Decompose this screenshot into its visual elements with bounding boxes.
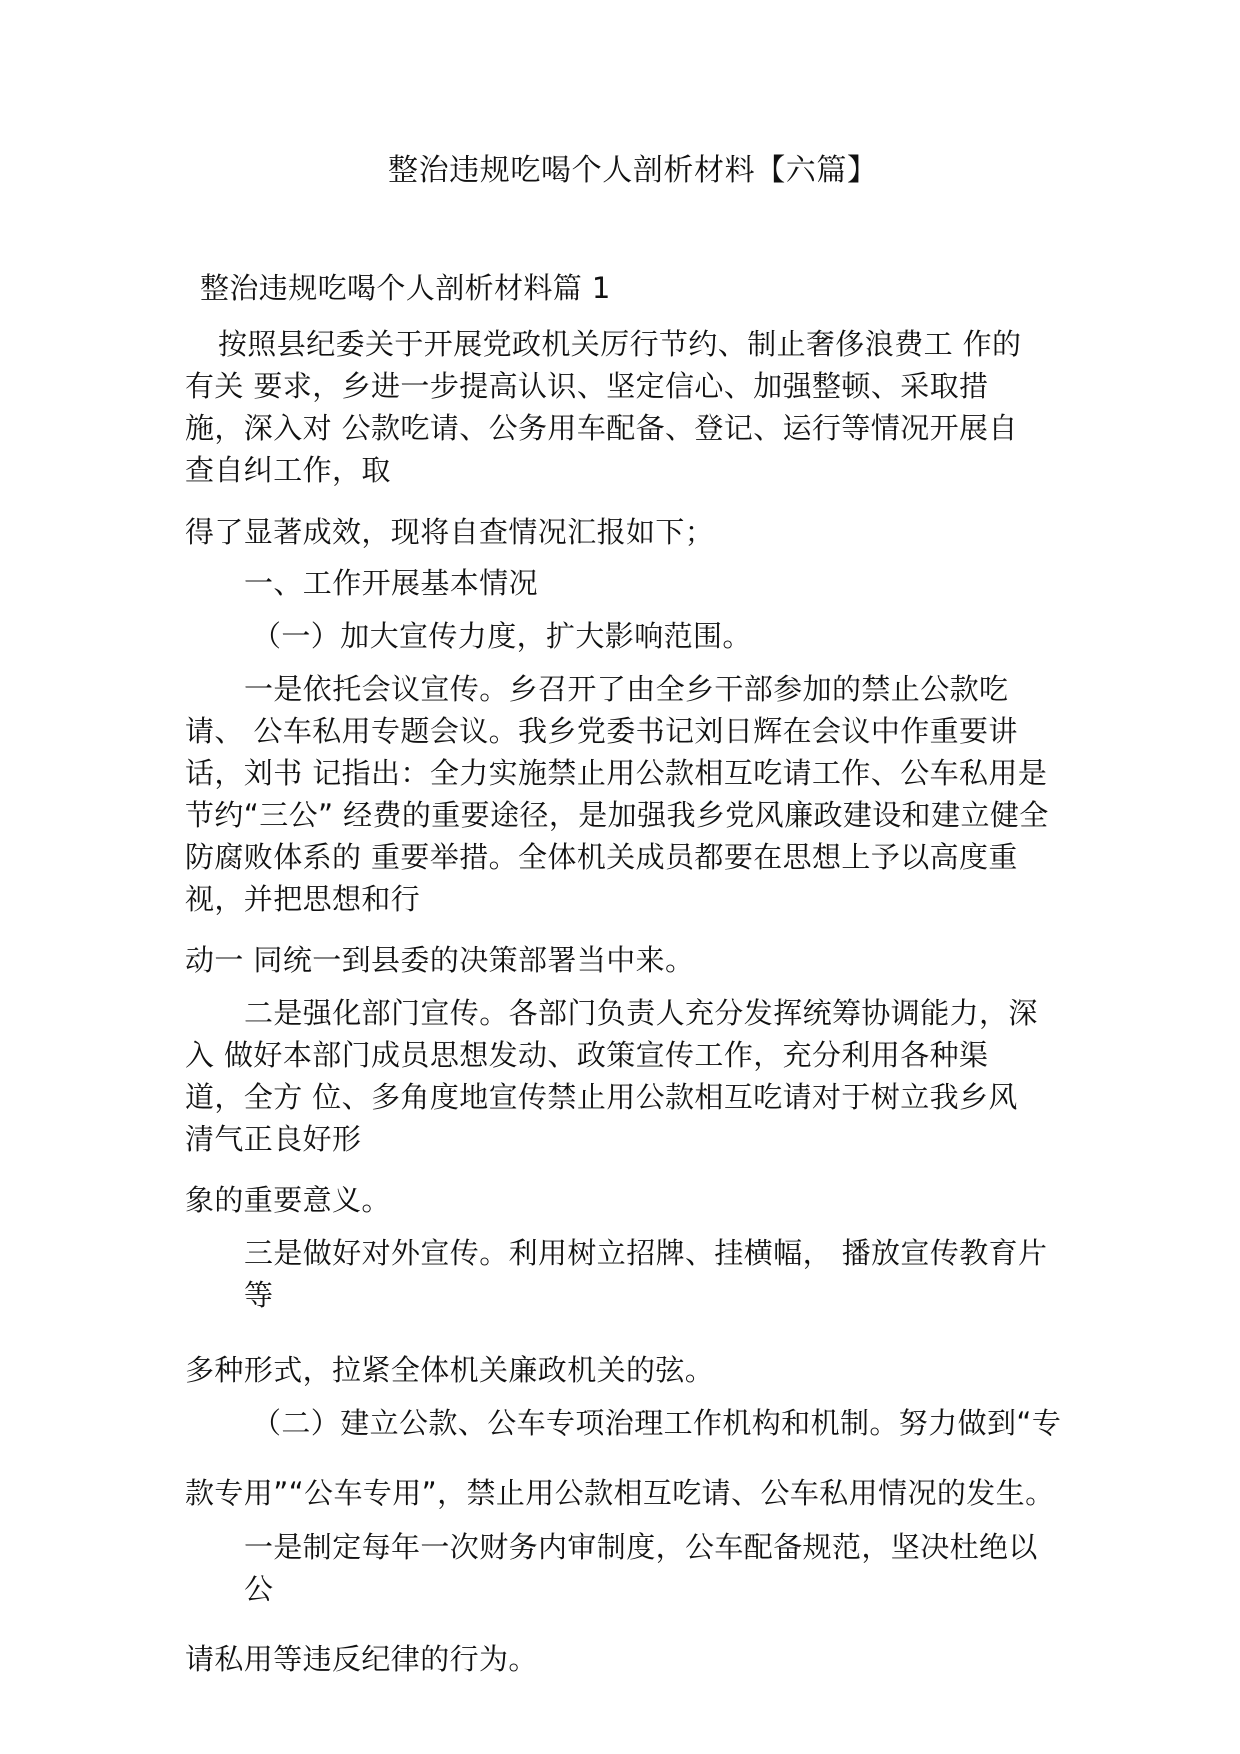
body-line: 道，全方 位、多角度地宣传禁止用公款相互吃请对于树立我乡风 [185,1080,1018,1114]
body-line: 象的重要意义。 [185,1183,391,1217]
body-line: 一、工作开展基本情况 [244,566,539,600]
body-line: 等 [244,1278,274,1312]
body-line: 施，深入对 公款吃请、公务用车配备、登记、运行等情况开展自 [185,411,1018,445]
body-line: 防腐败体系的 重要举措。全体机关成员都要在思想上予以高度重 [185,840,1018,874]
body-line: 款专用”“公车专用”，禁止用公款相互吃请、公车私用情况的发生。 [185,1476,1055,1510]
document-title: 整治违规吃喝个人剖析材料【六篇】 [388,153,878,188]
body-line: 三是做好对外宣传。利用树立招牌、挂横幅， 播放宣传教育片 [244,1236,1048,1270]
body-line: 入 做好本部门成员思想发动、政策宣传工作，充分利用各种渠 [185,1038,989,1072]
body-line: 按照县纪委关于开展党政机关厉行节约、制止奢侈浪费工 作的 [218,327,1022,361]
body-line: 话，刘书 记指出：全力实施禁止用公款相互吃请工作、公车私用是 [185,756,1048,790]
body-line: 公 [244,1572,274,1606]
body-line: 节约“三公” 经费的重要途径，是加强我乡党风廉政建设和建立健全 [185,798,1049,832]
body-line: 动一 同统一到县委的决策部署当中来。 [185,943,695,977]
body-line: 一是制定每年一次财务内审制度，公车配备规范，坚决杜绝以 [244,1530,1038,1564]
body-line: （二）建立公款、公车专项治理工作机构和机制。努力做到“专 [252,1406,1062,1440]
body-line: （一）加大宣传力度，扩大影响范围。 [252,619,752,653]
body-line: 清气正良好形 [185,1122,362,1156]
section-heading: 整治违规吃喝个人剖析材料篇 1 [200,271,611,305]
body-line: 视，并把思想和行 [185,882,421,916]
body-line: 多种形式，拉紧全体机关廉政机关的弦。 [185,1353,715,1387]
body-line: 二是强化部门宣传。各部门负责人充分发挥统筹协调能力，深 [244,996,1038,1030]
body-line: 查自纠工作，取 [185,453,391,487]
body-line: 有关 要求，乡进一步提高认识、坚定信心、加强整顿、采取措 [185,369,989,403]
body-line: 得了显著成效，现将自查情况汇报如下； [185,515,715,549]
body-line: 请私用等违反纪律的行为。 [185,1642,538,1676]
body-line: 一是依托会议宣传。乡召开了由全乡干部参加的禁止公款吃 [244,672,1009,706]
body-line: 请、 公车私用专题会议。我乡党委书记刘日辉在会议中作重要讲 [185,714,1018,748]
